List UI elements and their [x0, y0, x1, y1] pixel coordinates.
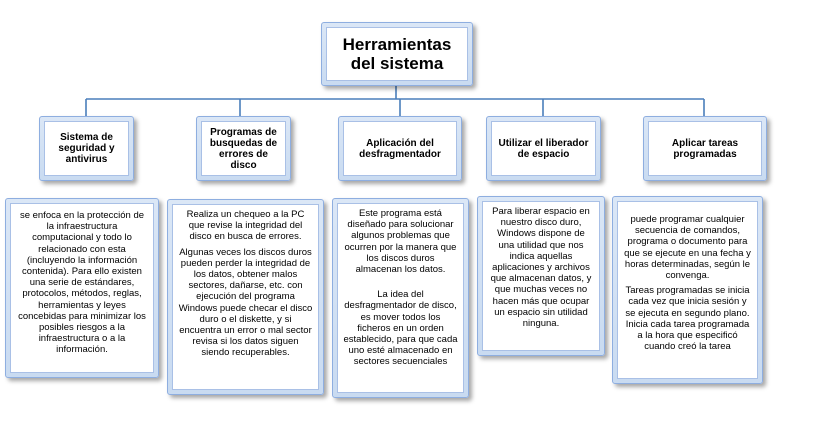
desc-paragraph: La idea del desfragmentador de disco, es mover todos los ficheros en un orden establecido, para que cada uno esté almacenado en sectores secuenciales: [343, 289, 458, 368]
node-title: Sistema de seguridad y antivirus: [44, 121, 129, 176]
node-title: Programas de busquedas de errores de disco: [201, 121, 286, 176]
node-desfragmentador: [338, 116, 462, 181]
desc-paragraph: Este programa está diseñado para solucionar algunos problemas que ocurren por la manera que los discos duros almacenan los datos.: [344, 208, 457, 276]
desc-paragraph: se enfoca en la protección de la infraestructura computacional y todo lo relacionado con esta (incluyendo la información contenida). Para ello existen una serie de estándares, protocolos, métodos, reglas, herramientas y leyes concebidas para minimizar los posibles riesgos a la infraestructura o a la información.: [18, 210, 146, 356]
node-liberador-espacio: [486, 116, 601, 181]
node-title: Aplicación del desfragmentador: [343, 121, 457, 176]
desc-paragraph: Tareas programadas se inicia cada vez que inicia sesión y se ejecuta en segundo plano. Inicia cada tarea programada a la hora que especificó cuando creó la tarea: [625, 285, 750, 353]
node-busqueda-errores: [196, 116, 291, 181]
desc-paragraph: puede programar cualquier secuencia de comandos, programa o documento para que se ejecute en una fecha y horas determinadas, según le convenga.: [624, 214, 751, 282]
desc-paragraph: Realiza un chequeo a la PC que revise la integridad del disco en busca de errores.: [186, 209, 305, 243]
desc-busqueda-errores: [167, 199, 324, 395]
root-node: [321, 22, 473, 86]
desc-paragraph: Para liberar espacio en nuestro disco duro, Windows dispone de una utilidad que nos indica aquellas aplicaciones y archivos que almacenan datos, y que muchas veces no hacen más que ocupar un espacio sin utilidad ninguna.: [490, 206, 592, 330]
node-tareas-programadas: [643, 116, 767, 181]
root-title: Herramientas del sistema: [326, 27, 468, 81]
desc-seguridad-antivirus: [5, 198, 159, 378]
desc-liberador-espacio: [477, 196, 605, 356]
desc-desfragmentador: [332, 198, 469, 398]
desc-paragraph: Algunas veces los discos duros pueden perder la integridad de los datos, obtener malos sectores, dañarse, etc. con ejecución del programa Windows puede checar el disco duro o el diskette, y si encuentra un error o mal sector revisa si los datos siguen siendo recuperables.: [178, 246, 313, 359]
node-seguridad-antivirus: [39, 116, 134, 181]
node-title: Aplicar tareas programadas: [648, 121, 762, 176]
desc-tareas-programadas: [612, 196, 763, 384]
node-title: Utilizar el liberador de espacio: [491, 121, 596, 176]
